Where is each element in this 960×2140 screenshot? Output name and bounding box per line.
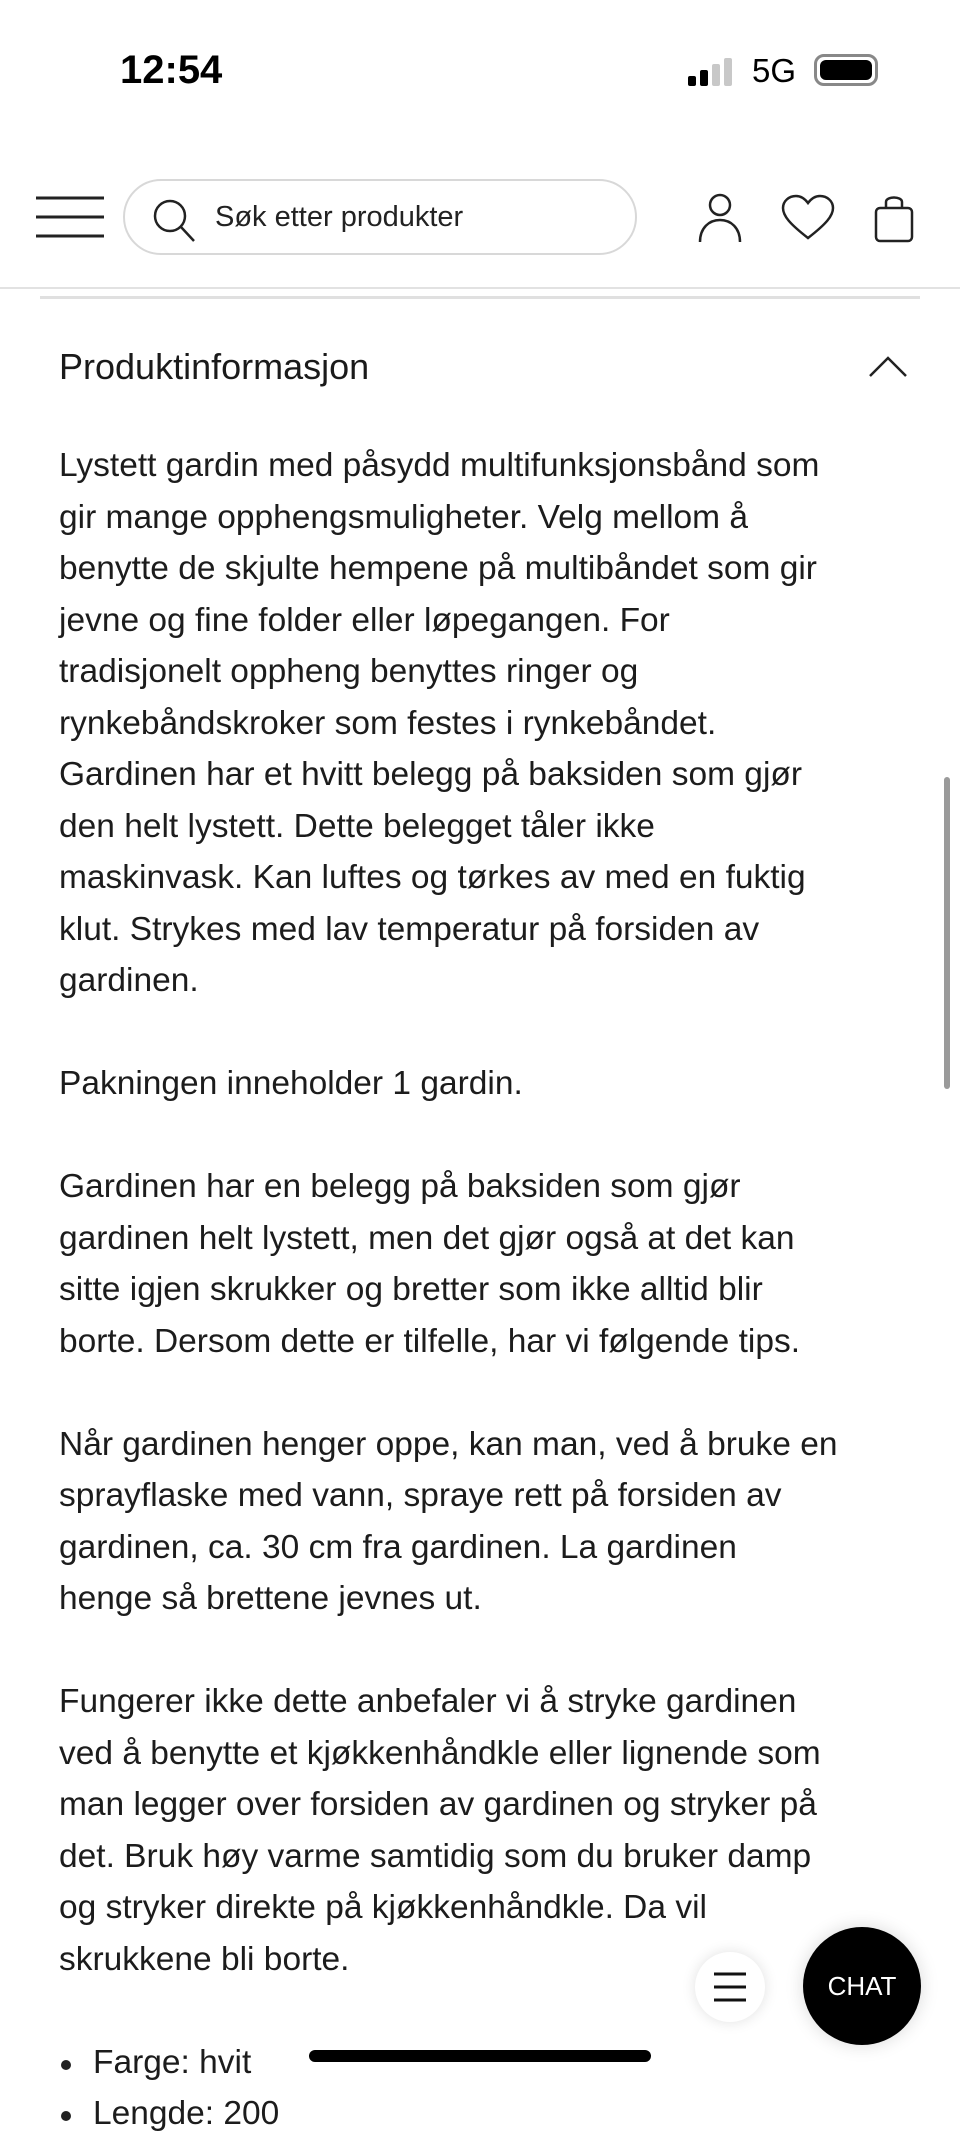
search-placeholder: Søk etter produkter xyxy=(215,201,464,233)
text-line: ved å benytte et kjøkkenhåndkle eller lignende som xyxy=(59,1734,821,1772)
battery-icon xyxy=(814,54,878,86)
text-line: den helt lystett. Dette belegget tåler ikke xyxy=(59,807,655,845)
spec-item: Farge: hvit xyxy=(59,2037,919,2089)
text-line: skrukkene bli borte. xyxy=(59,1940,350,1978)
text-line: Lystett gardin med påsydd multifunksjonsbånd som xyxy=(59,447,820,484)
text-line: Pakningen inneholder 1 gardin. xyxy=(59,1065,523,1102)
chevron-up-icon[interactable] xyxy=(868,354,908,378)
description-paragraph xyxy=(59,1419,919,1625)
description-paragraph xyxy=(59,1058,919,1110)
status-time: 12:54 xyxy=(120,48,223,92)
text-line: henge så brettene jevnes ut. xyxy=(59,1580,482,1617)
text-line: man legger over forsiden av gardinen og stryker på xyxy=(59,1786,817,1823)
description-paragraph xyxy=(59,1676,919,1985)
description-paragraph xyxy=(59,440,919,1007)
signal-icon xyxy=(688,56,736,86)
menu-icon xyxy=(714,1972,746,2002)
hamburger-icon xyxy=(36,196,104,238)
accordion-title[interactable]: Produktinformasjon xyxy=(59,346,370,387)
section-divider xyxy=(40,296,920,299)
text-line: Gardinen har et hvitt belegg på baksiden som gjør xyxy=(59,756,803,793)
shopping-bag-icon[interactable] xyxy=(872,192,916,244)
network-type: 5G xyxy=(752,52,797,89)
text-line: benytte de skjulte hempene på multibåndet som gir xyxy=(59,550,817,587)
text-line: tradisjonelt oppheng benyttes ringer og xyxy=(59,653,639,690)
text-line: borte. Dersom dette er tilfelle, har vi følgende tips. xyxy=(59,1322,801,1360)
text-line: gardinen helt lystett, men det gjør også at det kan xyxy=(59,1219,795,1257)
product-description xyxy=(59,440,919,2140)
home-indicator xyxy=(309,2050,651,2062)
text-line: gardinen, ca. 30 cm fra gardinen. La gardinen xyxy=(59,1528,737,1566)
account-icon[interactable] xyxy=(696,192,744,244)
search-input[interactable] xyxy=(123,179,637,255)
text-line: gir mange opphengsmuligheter. Velg mellom å xyxy=(59,498,749,536)
text-line: sitte igjen skrukker og bretter som ikke alltid blir xyxy=(59,1271,763,1308)
text-line: klut. Strykes med lav temperatur på forsiden av xyxy=(59,910,760,948)
scrollbar[interactable] xyxy=(944,777,950,1089)
hamburger-menu-button[interactable] xyxy=(36,196,104,238)
text-line: gardinen. xyxy=(59,962,199,999)
text-line: sprayflaske med vann, spraye rett på forsiden av xyxy=(59,1477,782,1514)
chat-button[interactable]: CHAT xyxy=(803,1927,921,2045)
text-line: jevne og fine folder eller løpegangen. For xyxy=(59,601,670,639)
text-line: Fungerer ikke dette anbefaler vi å stryke gardinen xyxy=(59,1683,797,1720)
text-line: det. Bruk høy varme samtidig som du bruker damp xyxy=(59,1837,812,1875)
floating-menu-button[interactable] xyxy=(695,1952,765,2022)
heart-icon[interactable] xyxy=(780,194,836,242)
text-line: og stryker direkte på kjøkkenhåndkle. Da vil xyxy=(59,1889,707,1926)
description-paragraph xyxy=(59,1161,919,1367)
text-line: Når gardinen henger oppe, kan man, ved å bruke en xyxy=(59,1425,838,1463)
text-line: Gardinen har en belegg på baksiden som gjør xyxy=(59,1168,741,1205)
search-icon xyxy=(151,197,201,243)
text-line: maskinvask. Kan luftes og tørkes av med en fuktig xyxy=(59,859,806,896)
spec-item: Lengde: 200 xyxy=(59,2088,919,2140)
header-divider xyxy=(0,287,960,289)
text-line: rynkebåndskroker som festes i rynkebåndet. xyxy=(59,704,717,742)
